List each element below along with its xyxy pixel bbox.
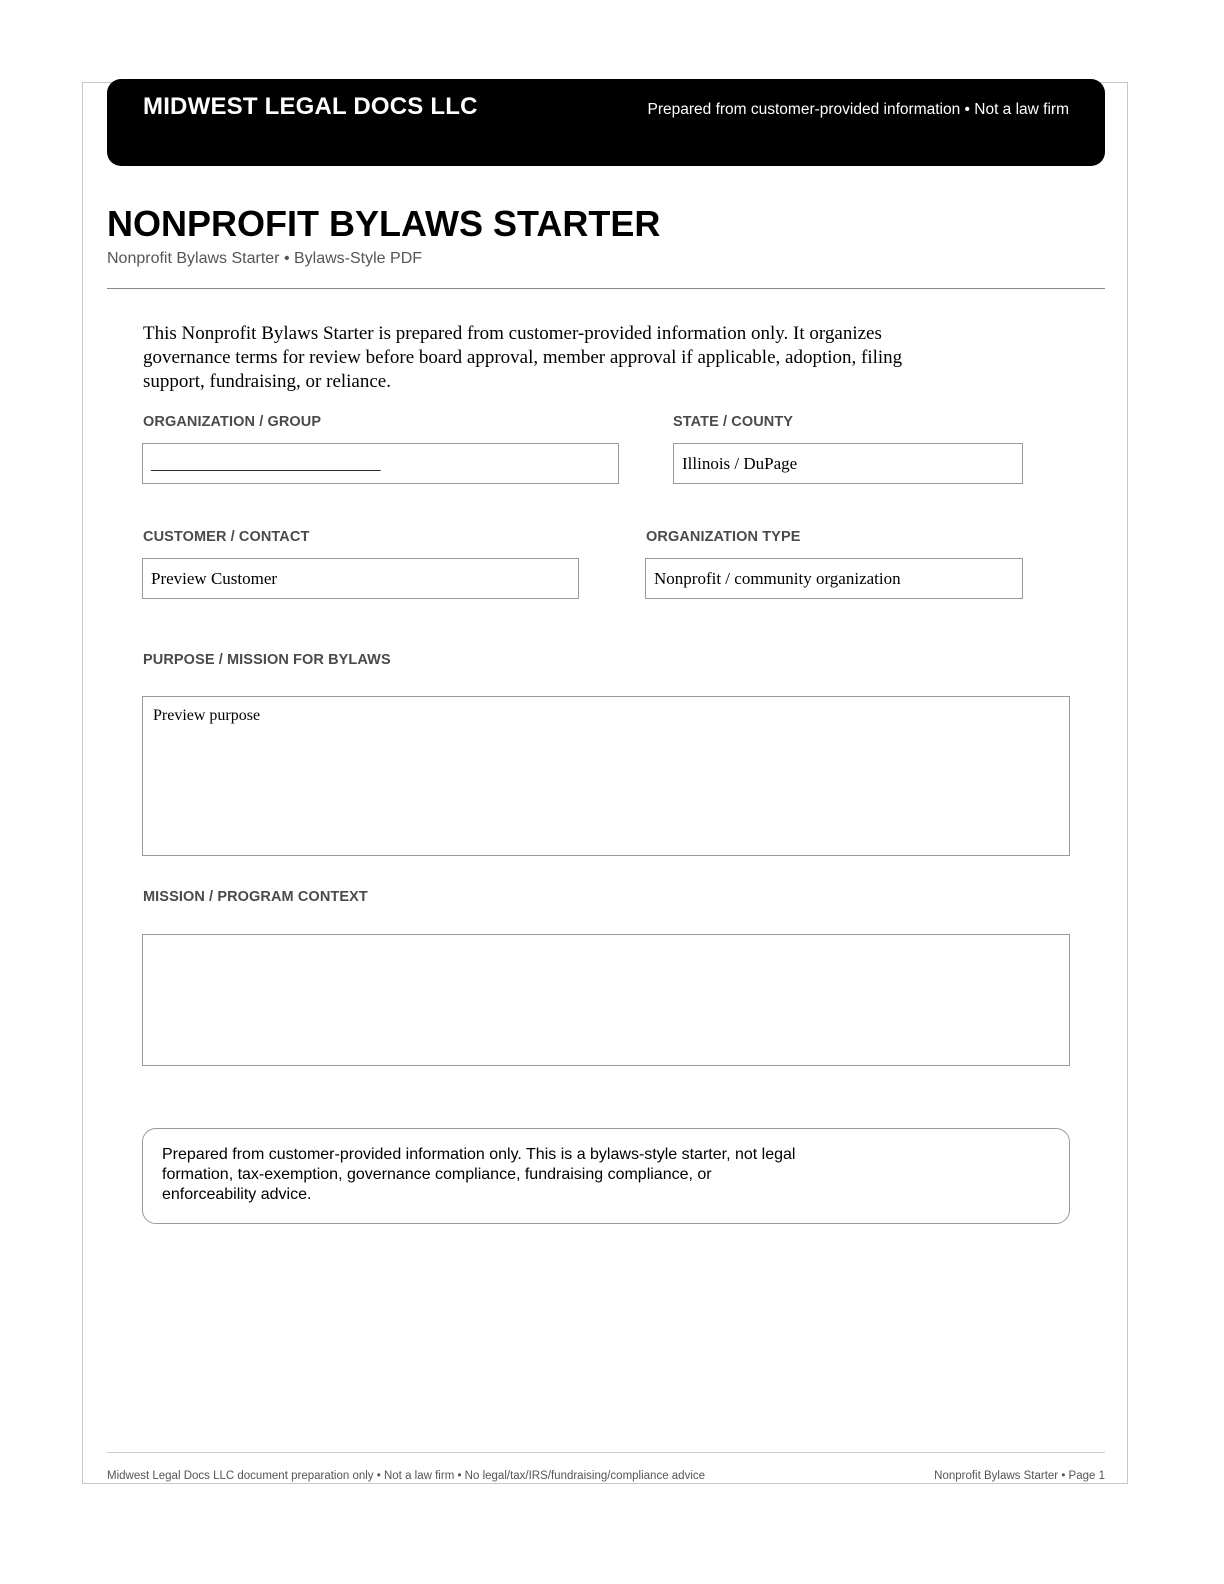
state-county-label: STATE / COUNTY — [673, 414, 794, 430]
mission-program-context-textarea[interactable] — [142, 934, 1070, 1066]
disclaimer-notice-box — [142, 1128, 1070, 1224]
purpose-mission-textarea[interactable]: Preview purpose — [142, 696, 1070, 856]
title-divider — [107, 288, 1105, 289]
disclaimer-notice-text: Prepared from customer-provided information only. This is a bylaws-style starter, not legal formation, tax-exemption, governance compliance, fundraising compliance, or enforceability advice. — [162, 1146, 796, 1203]
purpose-mission-label: PURPOSE / MISSION FOR BYLAWS — [143, 652, 391, 668]
organization-type-label: ORGANIZATION TYPE — [646, 529, 801, 545]
document-subtitle: Nonprofit Bylaws Starter • Bylaws-Style PDF — [107, 250, 423, 267]
organization-group-label: ORGANIZATION / GROUP — [143, 414, 322, 430]
footer-disclaimer: Midwest Legal Docs LLC document preparation only • Not a law firm • No legal/tax/IRS/fundraising/compliance advice — [107, 1470, 706, 1482]
header-disclaimer: Prepared from customer-provided information • Not a law firm — [647, 101, 1069, 118]
brand-name: MIDWEST LEGAL DOCS LLC — [143, 93, 478, 120]
footer-divider — [107, 1452, 1105, 1453]
customer-contact-label: CUSTOMER / CONTACT — [143, 529, 310, 545]
intro-paragraph: This Nonprofit Bylaws Starter is prepared from customer-provided information only. It organizes governance terms for review before board approval, member approval if applicable, adoption, filing support, fundraising, or reliance. — [143, 323, 903, 392]
document-title: NONPROFIT BYLAWS STARTER — [107, 203, 661, 244]
customer-contact-field[interactable]: Preview Customer — [142, 558, 579, 599]
state-county-field[interactable]: Illinois / DuPage — [673, 443, 1023, 484]
organization-type-field[interactable]: Nonprofit / community organization — [645, 558, 1023, 599]
mission-program-context-label: MISSION / PROGRAM CONTEXT — [143, 889, 368, 905]
footer-page-number: Nonprofit Bylaws Starter • Page 1 — [934, 1470, 1105, 1482]
organization-group-field[interactable]: ___________________________ — [142, 443, 619, 484]
